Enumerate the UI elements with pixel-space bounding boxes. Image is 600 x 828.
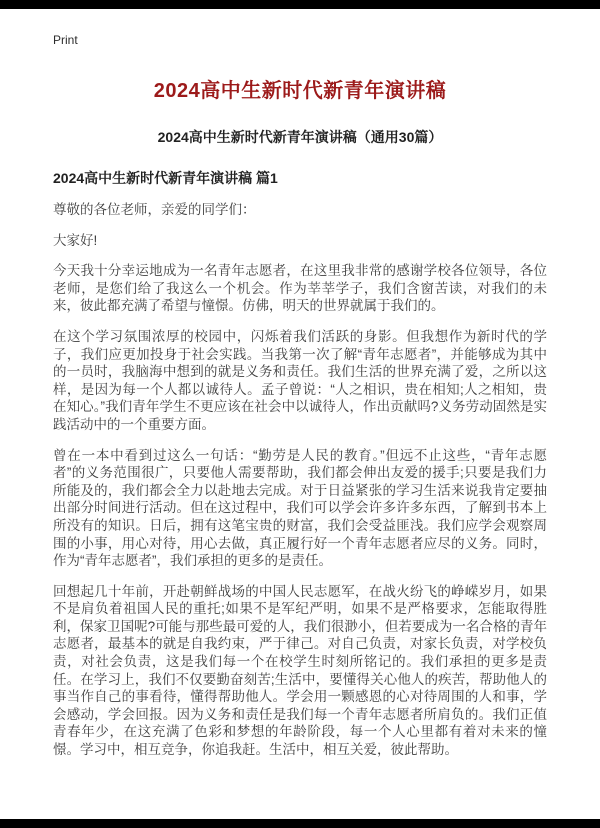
paragraph: 曾在一本中看到过这么一句话：“勤劳是人民的教育。”但远不止这些，“青年志愿者”的义务范围很广，只要他人需要帮助，我们都会伸出友爱的援手;只要是我们力所能及的，我们都会全力以赴地去完成。对于日益紧张的学习生活来说我肯定要抽出部分时间进行活动。但在这过程中，我们可以学会许多许多东西，了解到书本上所没有的知识。日后，拥有这笔宝贵的财富，我们会受益匪浅。我们应学会观察周围的小事，用心对待，用心去做，真正履行好一个青年志愿者应尽的义务。同时，作为“青年志愿者”，我们承担的更多的是责任。: [53, 447, 547, 569]
document-subtitle: 2024高中生新时代新青年演讲稿（通用30篇）: [157, 129, 443, 145]
print-link[interactable]: Print: [53, 33, 78, 47]
section-heading: 2024高中生新时代新青年演讲稿 篇1: [53, 170, 278, 186]
paragraph-greeting: 大家好!: [53, 232, 98, 248]
paragraph: 今天我十分幸运地成为一名青年志愿者，在这里我非常的感谢学校各位领导，各位老师，是您们给了我这么一个机会。作为莘莘学子，我们含窗苦读，对我们的未来，彼此都充满了希望与憧憬。仿佛，明天的世界就属于我们的。: [53, 263, 547, 314]
page-title: 2024高中生新时代新青年演讲稿: [153, 80, 447, 102]
paragraph-salutation: 尊敬的各位老师，亲爱的同学们：: [53, 202, 256, 217]
document-body: [53, 201, 547, 759]
top-black-bar: [0, 0, 600, 9]
bottom-black-bar: [0, 819, 600, 828]
paragraph: 在这个学习氛围浓厚的校园中，闪烁着我们活跃的身影。但我想作为新时代的学子，我们应更加投身于社会实践。当我第一次了解“青年志愿者”，并能够成为其中的一员时，我脑海中想到的就是义务和责任。我们生活的世界充满了爱，之所以这样，是因为每一个人都以诚待人。孟子曾说：“人之相识，贵在相知;人之相知，贵在知心。”我们青年学生不更应该在社会中以诚待人，作出贡献吗?义务劳动固然是实践活动中的一个重要方面。: [53, 328, 547, 432]
paragraph: 回想起几十年前，开赴朝鲜战场的中国人民志愿军，在战火纷飞的峥嵘岁月，如果不是肩负着祖国人民的重托;如果不是军纪严明，如果不是严格要求，怎能取得胜利，保家卫国呢?可能与那些最可爱的人，我们很渺小，但若要成为一名合格的青年志愿者，最基本的就是自我约束，严于律己。对自己负责，对家长负责，对学校负责，对社会负责，这是我们每一个在校学生时刻所铭记的。我们承担的更多是责任。在学习上，我们不仅要勤奋刻苦;生活中，要懂得关心他人的疾苦，帮助他人的事当作自己的事看待，懂得帮助他人。学会用一颗感恩的心对待周围的人和事，学会感动，学会回报。因为义务和责任是我们每一个青年志愿者所肩负的。我们正值青春年少，在这充满了色彩和梦想的年龄阶段，每一个人心里都有着对未来的憧憬。学习中，相互竞争，你追我赶。生活中，相互关爱，彼此帮助。: [53, 583, 547, 758]
